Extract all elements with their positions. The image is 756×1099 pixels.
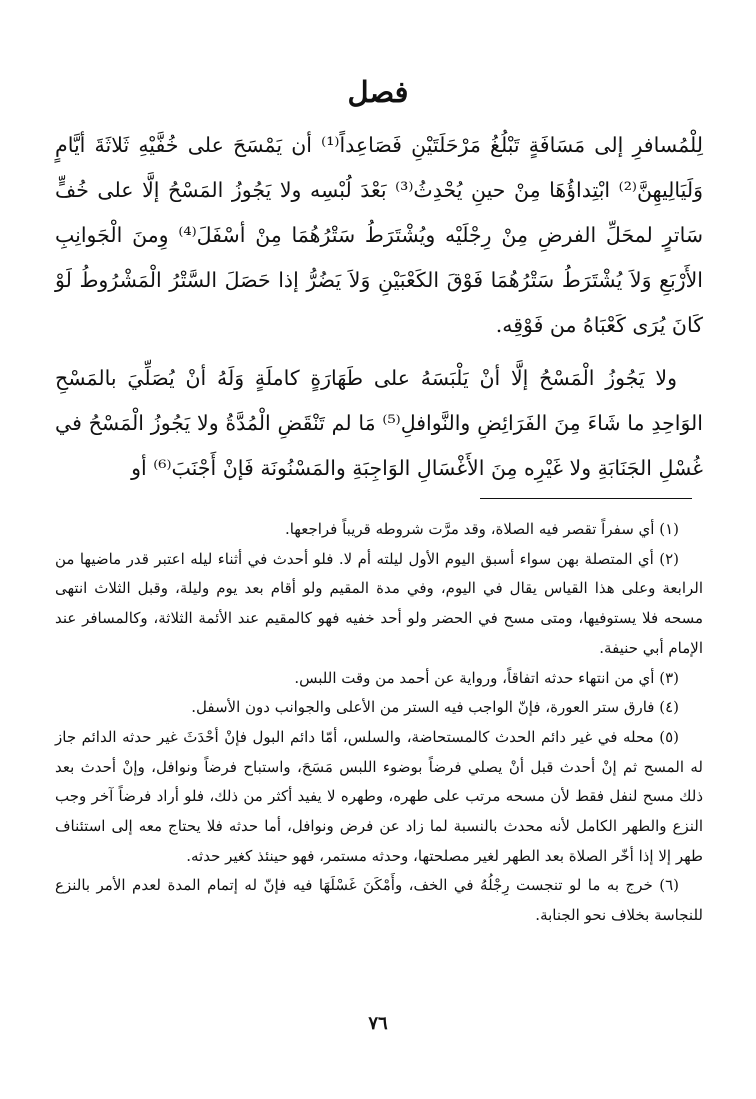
section-title: فصل: [347, 75, 409, 109]
footnote-1: (١) أي سفراً تقصر فيه الصلاة، وقد مرَّت شروطه قريباً فراجعها.: [284, 520, 679, 538]
footnote-divider: [480, 498, 692, 499]
footnote-2: (٢) أي المتصلة بهن سواء أسبق اليوم الأول ليلته أم لا. فلو أحدث في أثناء ليله اعتبر قدر ماضيها من الرابعة وعلى هذا القياس يقال في اليوم، وفي مدة المقيم ولو أقام بعد يوم وليلة، وقبل الثلاث انتهى مسحه فلا يستوفيها، ومتى مسح في الحضر ولو أحد خفيه فهو كالمقيم عند الأئمة الثلاثة، وكالمسافر عند الإمام أبي حنيفة.: [55, 549, 703, 657]
main-paragraph-2: ولا يَجُوزُ الْمَسْحُ إلَّا أنْ يَلْبَسَهُ على طَهَارَةٍ كاملَةٍ وَلَهُ أنْ يُصَلِّيَ بالمَسْحِ الوَاحِدِ ما شَاءَ مِنَ الفَرَائِضِ والنَّوافلِ⁽⁵⁾ مَا لم تَنْقَضِ الْمُدَّةُ ولا يَجُوزُ الْمَسْحُ في غُسْلِ الجَنَابَةِ ولا غَيْرِه مِنَ الأَغْسَالِ الوَاجِبَةِ والمَسْنُونَة فَإنْ أَجْنَبَ⁽⁶⁾ أو: [55, 366, 703, 480]
footnotes: [55, 515, 703, 931]
footnote-4: (٤) فارق ستر العورة، فإنّ الواجب فيه الستر من الأعلى والجوانب دون الأسفل.: [191, 698, 679, 717]
main-text: [55, 123, 703, 491]
footnote-3: (٣) أي من انتهاء حدثه اتفاقاً، ورواية عن أحمد من وقت اللبس.: [294, 668, 679, 687]
page-number: ٧٦: [368, 1013, 388, 1034]
footnote-5: (٥) محله في غير دائم الحدث كالمستحاضة، والسلس، أمّا دائم البول فإنْ أحْدَثَ غير حدثه الدائم جاز له المسح ثم إنْ أحدث قبل أنْ يصلي فرضاً بوضوء اللبس مَسَحَ، واستباح فرضاً ونوافل، وإنْ أحدث بعد ذلك مسح لنفل فقط لأن مسحه مرتب على طهره، وطهره لا يفيد أكثر من ذلك، فلو أراد فرضاً آخر وجب النزع والطهر الكامل لأنه محدث بالنسبة لما زاد عن فرض ونوافل، أما حدثه فلا يحتاج معه إلى استئناف طهر إلا إذا أخّر الصلاة بعد الطهر لغير مصلحتها، وحدثه مستمر، فهو حينئذ كغير حدثه.: [55, 727, 703, 865]
main-paragraph-1: لِلْمُسافرِ إلى مَسَافَةٍ تَبْلُغُ مَرْحَلَتَيْنِ فَصَاعِداً⁽¹⁾ أن يَمْسَحَ على خُفَّيْهِ ثَلاثَةَ أيَّامٍ وَلَيَالِيهِنَّ⁽²⁾ ابْتِداؤُهَا مِنْ حينِ يُحْدِثُ⁽³⁾ بَعْدَ لُبْسِه ولا يَجُوزُ المَسْحُ إلَّا على خُفٍّ سَاترٍ لمحَلِّ الفرضِ مِنْ رِجْلَيْه ويُشْتَرَطُ سَتْرُهُمَا مِنْ أسْفَلَ⁽⁴⁾ وِمنَ الْجَوانِبِ الأَرْبَعِ وَلاَ يُشْتَرَطُ سَتْرُهُمَا فَوْقَ الكَعْبَيْنِ وَلاَ يَضُرُّ إذا حَصَلَ السَّتْرُ الْمَشْرُوطُ لَوْ كَانَ يُرَى كَعْبَاهُ من فَوْقِه.: [55, 133, 704, 337]
footnote-6: (٦) خرج به ما لو تنجست رِجْلُهُ في الخف، وأَمْكَنَ غَسْلَهَا فيه فإنّ له إتمام المدة لعدم الأمر بالنزع للنجاسة بخلاف نحو الجنابة.: [55, 876, 703, 925]
